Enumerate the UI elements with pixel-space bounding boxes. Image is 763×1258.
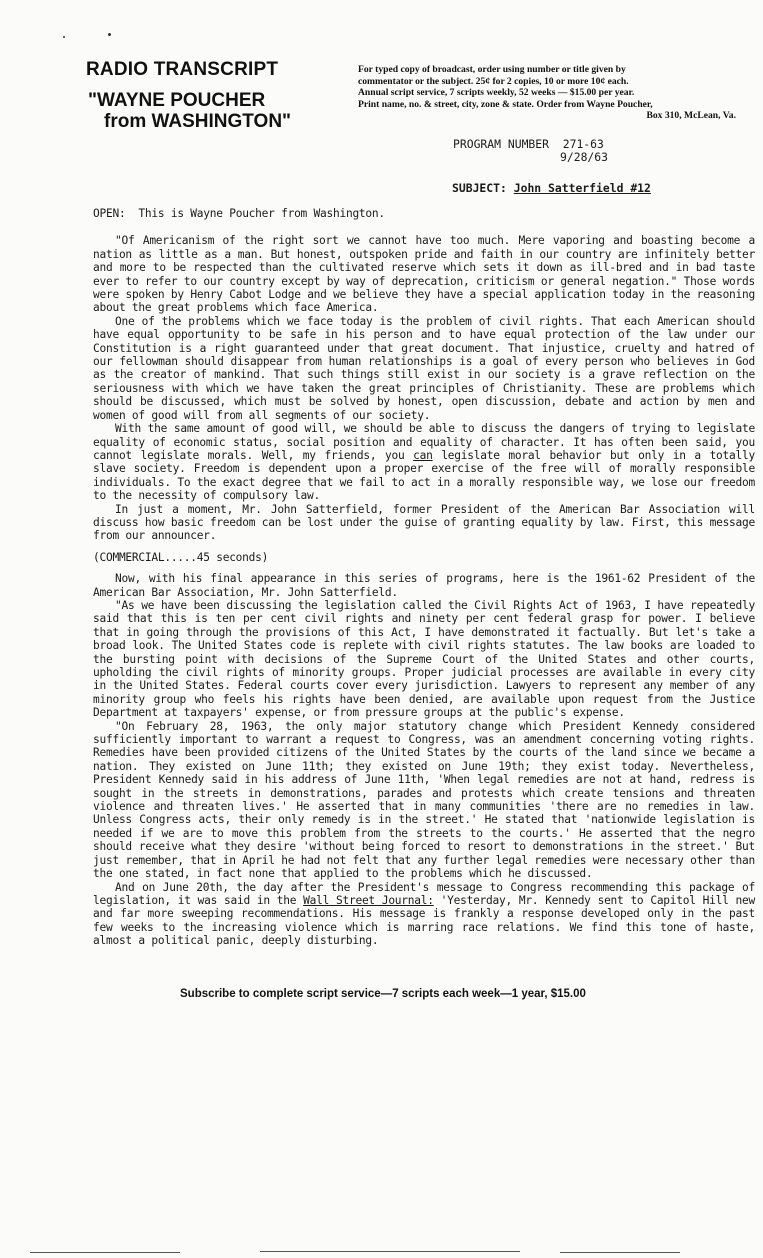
paragraph: One of the problems which we face today is the problem of civil rights. That each American should have equal opportunity to be safe in his person and to have equal protection of the law under our Constitution is a right guaranteed under that great document. That injustice, cruelty and hatred of our fellowman should disappear from human relationships is a goal of every person who believes in God as the creator of mankind. That such things still exist in our society is a grave reflection on the seriousness with which we have taken the great principles of Christianity. These are problems which should be discussed, which must be solved by honest, open discussion, debate and action by men and women of good will from all segments of our society. <box>93 314 755 422</box>
program-number-label: PROGRAM NUMBER <box>453 137 550 151</box>
bottom-edge-line <box>30 1252 180 1253</box>
paragraph-text: With the same amount of good will, we should be able to discuss the dangers of trying to legislate equality of economic status, social position and equality of character. It has often been said, you cannot legislate morals. Well, my friends, you <box>93 422 755 462</box>
masthead-title: RADIO TRANSCRIPT <box>86 59 279 80</box>
subject-label: SUBJECT: <box>452 181 507 195</box>
commercial-break: (COMMERCIAL.....45 seconds) <box>93 550 269 564</box>
masthead-commentator: "WAYNE POUCHER <box>88 90 266 111</box>
subject-value: John Satterfield #12 <box>513 181 651 195</box>
masthead <box>86 58 336 132</box>
program-number: 271-63 <box>562 137 604 151</box>
program-date: 9/28/63 <box>560 150 609 164</box>
paragraph: "Of Americanism of the right sort we cannot have too much. Mere vaporing and boasting become a nation as little as a man. But honest, outspoken pride and faith in our country are infinitely better and more to be respected than the cultivated reserve which sets it down as ill-bred and in bad taste ever to refer to our country except by way of deprecation, criticism or general negation." Those words were spoken by Henry Cabot Lodge and we believe they have a special application today in the reasoning about the great problems which face America. <box>93 234 755 315</box>
bottom-edge-line <box>260 1251 520 1252</box>
order-info <box>358 64 736 122</box>
paragraph: Now, with his final appearance in this series of programs, here is the 1961-62 President of the American Bar Association, Mr. John Satterfield. <box>93 572 755 599</box>
scan-speck <box>63 36 65 38</box>
scan-speck <box>108 33 111 36</box>
subject-line <box>452 181 651 195</box>
transcript-body <box>93 207 755 948</box>
program-block <box>453 138 653 164</box>
open-text: This is Wayne Poucher from Washington. <box>138 207 385 220</box>
bottom-edge-line <box>560 1252 680 1253</box>
paragraph-text: 'Yesterday, Mr. Kennedy sent to Capitol Hill new and far more sweeping recommendations. His message is frankly a response developed only in the past few weeks to the increasing violence which is marring race relations. We find this tone of haste, almost a political panic, deeply disturbing. <box>93 893 755 948</box>
paragraph: In just a moment, Mr. John Satterfield, former President of the American Bar Association will discuss how basic freedom can be lost under the guise of granting equality by law. First, this message from our announcer. <box>93 502 755 543</box>
order-info-address: Box 310, McLean, Va. <box>646 110 736 122</box>
paragraph: "As we have been discussing the legislation called the Civil Rights Act of 1963, I have repeatedly said that this is ten per cent civil rights and ninety per cent federal grasp for power. I believe that in going through the provisions of this Act, I have demonstrated it factually. But let's take a broad look. The United States code is replete with civil rights statutes. The law books are loaded to the bursting point with decisions of the Supreme Court of the United States and other courts, upholding the civil rights of minority groups. Proper judicial processes are available in every city in the United States. Federal courts cover every jurisdiction. Lawyers to represent any member of any minority group who feels his rights have been denied, are available upon request from the Justice Department at taxpayers' expense, or from pressure groups at the public's expense. <box>93 598 755 720</box>
paragraph-text: legislate moral behavior but only in a totally slave society. Freedom is dependent upon a proper exercise of the free will of morally responsible individuals. To the exact degree that we fail to act in a morally responsible way, we lose our freedom to the necessity of compulsory law. <box>93 448 755 503</box>
order-info-line: Print name, no. & street, city, zone & state. Order from Wayne Poucher, <box>358 98 653 110</box>
paragraph <box>93 422 755 502</box>
emphasis-can: can <box>413 448 433 462</box>
order-info-line: For typed copy of broadcast, order using number or title given by <box>358 64 626 75</box>
newspaper-title: Wall Street Journal: <box>303 893 434 907</box>
paragraph <box>93 881 755 948</box>
masthead-location: from WASHINGTON" <box>104 111 292 132</box>
paragraph: "On February 28, 1963, the only major statutory change which President Kennedy considered sufficiently important to warrant a request to Congress, was an amendment concerning voting rights. Remedies have been provided citizens of the United States by the courts of the land since we became a nation. They existed on June 11th; they existed on June 19th; they exist today. Nevertheless, President Kennedy said in his address of June 11th, 'When legal remedies are not at hand, redress is sought in the streets in demonstrations, parades and protests which create tensions and threaten violence and threaten lives.' He asserted that in many communities 'there are no remedies in law. Unless Congress acts, their only remedy is in the street.' He stated that 'nationwide legislation is needed if we are to move this problem from the streets to the courts.' He asserted that the negro should receive what they desire 'without being forced to resort to demonstrations in the street.' But just remember, that in April he had not felt that any further legal remedies were necessary other than the one stated, in fact none that applied to the problems which he discussed. <box>93 719 755 881</box>
order-info-line: Annual script service, 7 scripts weekly, 52 weeks — $15.00 per year. <box>358 87 635 99</box>
open-label: OPEN: <box>93 207 126 220</box>
open-line <box>93 207 755 220</box>
subscription-notice: Subscribe to complete script service—7 scripts each week—1 year, $15.00 <box>180 988 586 1000</box>
order-info-line: commentator or the subject. 25¢ for 2 copies, 10 or more 10¢ each. <box>358 75 629 87</box>
paragraph-text: And on June 20th, the day after the President's message to Congress recommending this package of legislation, it was said in the <box>93 880 755 907</box>
